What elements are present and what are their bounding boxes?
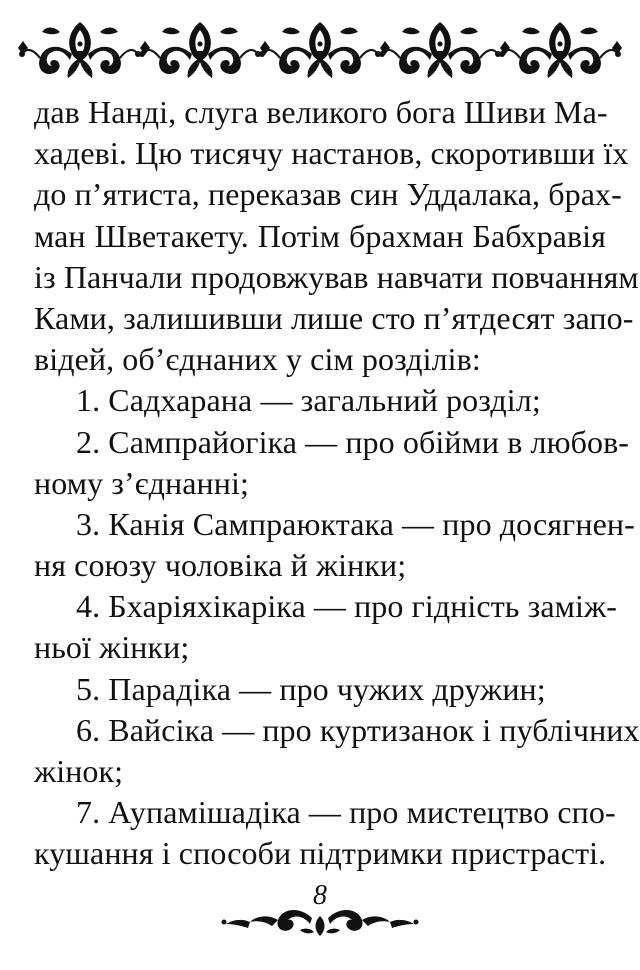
- page-footer: [220, 878, 420, 948]
- text-line: відей, об’єднаних у сім розділів:: [34, 341, 481, 378]
- list-item: 4. Бхаріяхікаріка — про гідність заміж-: [76, 588, 617, 625]
- list-item: 7. Аупамішадіка — про мистецтво спо-: [76, 794, 616, 831]
- list-item: 5. Парадіка — про чужих дружин;: [76, 670, 546, 707]
- list-item: 3. Канія Сампраюктака — про досягнен-: [76, 505, 635, 542]
- text-line: до п’ятиста, переказав син Уддалака, брах-: [34, 176, 622, 213]
- list-item: 2. Сампрайогіка — про обійми в любов-: [76, 423, 630, 460]
- text-line: дав Нанді, слуга великого бога Шиви Ма-: [34, 94, 608, 130]
- list-item: 6. Вайсіка — про куртизанок і публічних: [76, 711, 640, 748]
- floral-border-ornament-icon: [18, 10, 622, 88]
- page-number: 8: [313, 880, 327, 911]
- text-line: ман Шветакету. Потім брахман Бабхравія: [34, 217, 606, 254]
- text-line: ному з’єднанні;: [34, 464, 249, 501]
- text-line: ньої жінки;: [34, 629, 190, 666]
- text-line: Ками, залишивши лише сто п’ятдесят запо-: [34, 299, 634, 336]
- text-line: ня союзу чоловіка й жінки;: [34, 547, 407, 584]
- text-line: хадеві. Цю тисячу настанов, скоротивши їх: [34, 135, 629, 172]
- body-text: [34, 92, 640, 875]
- text-line: із Панчали продовжував навчати повчанням: [34, 258, 639, 295]
- text-line: жінок;: [34, 753, 124, 789]
- list-item: 1. Садхарана — загальний розділ;: [76, 382, 541, 419]
- text-line: кушання і способи підтримки пристрасті.: [34, 835, 607, 872]
